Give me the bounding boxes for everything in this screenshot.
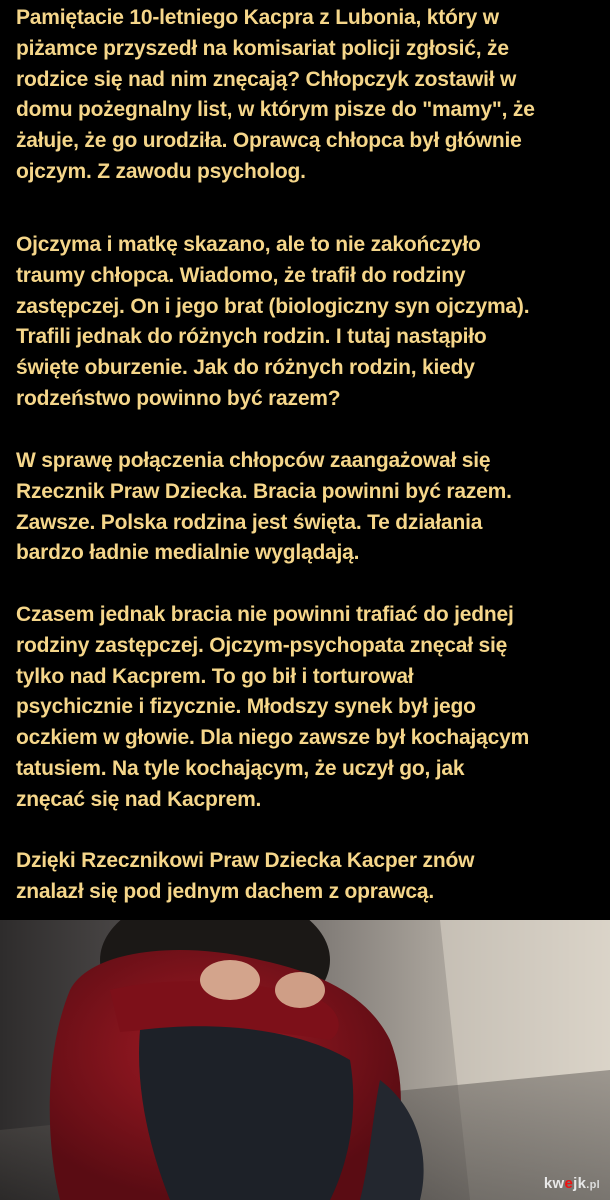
photo-boy-hugging-knees [0, 920, 610, 1200]
paragraph-2: Ojczyma i matkę skazano, ale to nie zakończyło traumy chłopca. Wiadomo, że trafił do rodziny zastępczej. On i jego brat (biologiczny syn ojczyma). Trafili jednak do różnych rodzin. I tutaj nastąpiło święte oburzenie. Jak do różnych rodzin, kiedy rodzeństwo powinno być razem? [16, 233, 530, 410]
watermark-brand-right: jk [573, 1175, 587, 1192]
watermark-brand-left: kw [543, 1175, 565, 1192]
watermark-brand-sep: e [564, 1175, 574, 1192]
paragraph-5: Dzięki Rzecznikowi Praw Dziecka Kacper znów znalazł się pod jednym dachem z oprawcą. [16, 849, 475, 903]
photo-illustration [0, 920, 610, 1200]
site-watermark [544, 1175, 600, 1192]
paragraph-1: Pamiętacie 10-letniego Kacpra z Lubonia, który w piżamce przyszedł na komisariat policji zgłosić, że rodzice się nad nim znęcają? Chłopczyk zostawił w domu pożegnalny list, w którym pisze do "mamy", że żałuje, że go urodziła. Oprawcą chłopca był głównie ojczym. Z zawodu psycholog. [16, 6, 535, 183]
paragraph-4: Czasem jednak bracia nie powinni trafiać do jednej rodziny zastępczej. Ojczym-psychopata znęcał się tylko nad Kacprem. To go bił i torturował psychicznie i fizycznie. Młodszy synek był jego oczkiem w głowie. Dla niego zawsze był kochającym tatusiem. Na tyle kochającym, że uczył go, jak znęcać się nad Kacprem. [16, 603, 530, 811]
paragraph-3: W sprawę połączenia chłopców zaangażował się Rzecznik Praw Dziecka. Bracia powinni być razem. Zawsze. Polska rodzina jest święta. Te działania bardzo ładnie medialnie wyglądają. [16, 449, 512, 565]
watermark-tld: .pl [586, 1179, 600, 1191]
